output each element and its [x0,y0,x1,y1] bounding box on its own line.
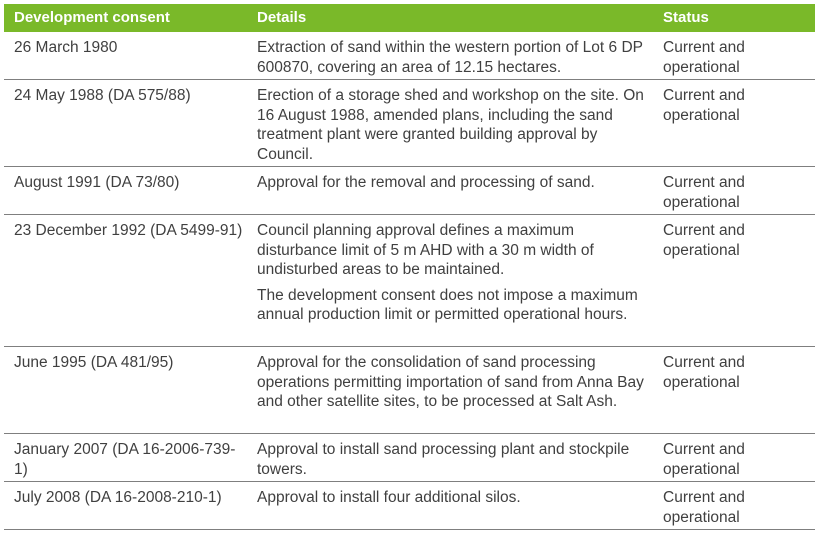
details-cell [247,167,653,214]
details-paragraph: Approval for the consolidation of sand processing operations permitting importation of sand from Anna Bay and other satellite sites, to be processed at Salt Ash. [257,354,644,410]
details-paragraph: Extraction of sand within the western portion of Lot 6 DP 600870, covering an area of 12.15 hectares. [257,39,643,76]
table-row [4,215,815,347]
details-paragraph: Council planning approval defines a maximum disturbance limit of 5 m AHD with a 30 m width of undisturbed areas to be maintained. [257,222,594,278]
details-cell [247,482,653,529]
consent-cell: August 1991 (DA 73/80) [14,174,180,191]
status-cell: Current and operational [663,222,745,259]
details-paragraph: Approval to install sand processing plant and stockpile towers. [257,441,630,478]
details-cell [247,215,653,346]
header-development-consent: Development consent [14,9,170,26]
table-row [4,482,815,530]
details-cell [247,434,653,481]
status-cell: Current and operational [663,39,745,76]
status-cell: Current and operational [663,489,745,526]
consent-cell: July 2008 (DA 16-2008-210-1) [14,489,222,506]
details-paragraph: The development consent does not impose a maximum annual production limit or permitted operational hours. [257,286,638,323]
details-paragraph: Approval for the removal and processing of sand. [257,174,595,191]
status-cell: Current and operational [663,174,745,211]
details-cell [247,32,653,79]
status-cell: Current and operational [663,87,745,124]
table-row [4,434,815,482]
consent-cell: 24 May 1988 (DA 575/88) [14,87,191,104]
table-header [4,4,815,32]
details-paragraph: Erection of a storage shed and workshop on the site. On 16 August 1988, amended plans, including the sand treatment plant were granted building approval by Council. [257,87,644,163]
consent-cell: 26 March 1980 [14,39,118,56]
header-details: Details [257,9,307,26]
development-consents-table [4,4,815,530]
consent-cell: June 1995 (DA 481/95) [14,354,174,371]
consent-cell: 23 December 1992 (DA 5499-91) [14,222,243,239]
status-cell: Current and operational [663,441,745,478]
header-status: Status [663,9,709,26]
details-cell [247,347,653,433]
details-paragraph: Approval to install four additional silos. [257,489,521,506]
status-cell: Current and operational [663,354,745,391]
table-row [4,32,815,80]
consent-cell: January 2007 (DA 16-2006-739-1) [14,441,236,478]
table-row [4,167,815,215]
table-row [4,80,815,167]
table-row [4,347,815,434]
details-cell [247,80,653,166]
